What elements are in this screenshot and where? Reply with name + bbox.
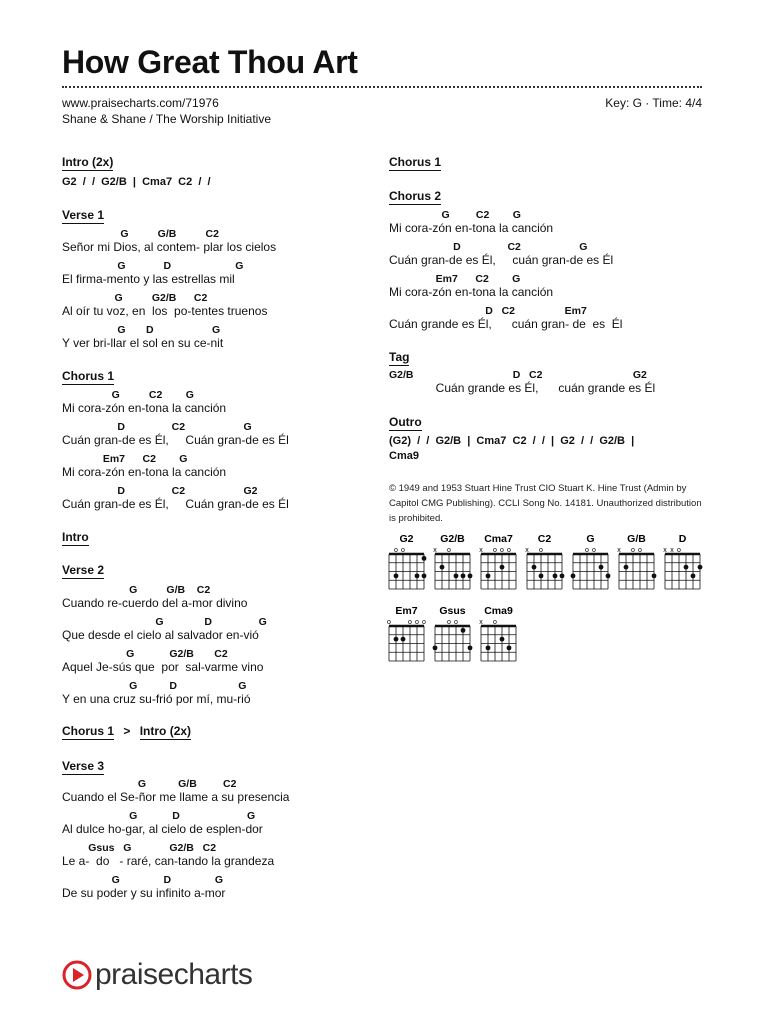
- section-tag-header: Tag: [389, 350, 410, 364]
- chord-diagram-g-b: [617, 534, 656, 589]
- lyric-line: De su poder y su infinito a-mor: [62, 886, 226, 900]
- chord-name: Em7: [395, 605, 418, 617]
- finger-dot: [500, 565, 505, 570]
- finger-dot: [507, 645, 512, 650]
- lyric-line: Mi cora-zón en-tona la canción: [389, 221, 554, 235]
- lyric-line: Cuán gran-de es Él, Cuán gran-de es Él: [62, 497, 289, 511]
- play-logo-icon: [62, 960, 92, 990]
- string-mark: o: [592, 547, 596, 554]
- finger-dot: [394, 573, 399, 578]
- chord-name: C2: [537, 534, 552, 545]
- string-mark: x: [670, 547, 674, 554]
- finger-dot: [606, 573, 611, 578]
- copyright-notice: © 1949 and 1953 Stuart Hine Trust CIO Stuart K. Hine Trust (Admin by Capitol CMG Publishing). CCLI Song No. 14181. Unauthorized distribution is prohibited.: [389, 483, 702, 524]
- string-mark: x: [433, 547, 437, 554]
- string-mark: o: [539, 547, 543, 554]
- chord-diagram-cma7: [479, 534, 516, 589]
- title-divider: [62, 86, 702, 88]
- lyric-line: Al oír tu voz, en los po-tentes truenos: [62, 304, 268, 318]
- finger-dot: [486, 573, 491, 578]
- lyric-line: El firma-mento y las estrellas mil: [62, 272, 235, 286]
- finger-dot: [684, 565, 689, 570]
- string-mark: o: [387, 619, 391, 626]
- finger-dot: [433, 645, 438, 650]
- string-mark: o: [415, 619, 419, 626]
- finger-dot: [422, 556, 427, 561]
- chord-line: G G2/B C2: [62, 292, 208, 304]
- chord-diagram-d: [663, 534, 702, 589]
- verse1-block: [62, 228, 276, 350]
- string-mark: o: [507, 547, 511, 554]
- chord-line: D C2 Em7: [389, 305, 587, 317]
- string-mark: o: [638, 547, 642, 554]
- section-chorus1-ref-header: Chorus 1: [389, 155, 442, 169]
- verse3-block: [62, 778, 289, 900]
- string-mark: x: [479, 547, 483, 554]
- string-mark: x: [479, 619, 483, 626]
- chord-line: G G2/B C2: [62, 648, 228, 660]
- finger-dot: [624, 565, 629, 570]
- finger-dot: [652, 573, 657, 578]
- lyric-line: Le a- do - raré, can-tando la grandeza: [62, 854, 275, 868]
- chord-line: G D G: [62, 810, 256, 822]
- string-mark: x: [525, 547, 529, 554]
- lyric-line: Y ver bri-llar el sol en su ce-nit: [62, 336, 224, 350]
- string-mark: o: [408, 619, 412, 626]
- outro-chords-cont: Cma9: [389, 450, 419, 462]
- chord-line: G G/B C2: [62, 228, 219, 240]
- chord-diagram-em7: [387, 605, 426, 661]
- chord-diagram-gsus: [433, 605, 473, 661]
- string-mark: o: [500, 547, 504, 554]
- chord-line: G D G: [62, 616, 267, 628]
- finger-dot: [415, 573, 420, 578]
- chord-line: D C2 G2: [62, 485, 258, 497]
- finger-dot: [440, 565, 445, 570]
- lyric-line: Mi cora-zón en-tona la canción: [389, 285, 554, 299]
- finger-dot: [571, 573, 576, 578]
- lyric-line: Mi cora-zón en-tona la canción: [62, 401, 227, 415]
- lyric-line: Cuando re-cuerdo del a-mor divino: [62, 596, 248, 610]
- chord-diagram-g2: [389, 534, 426, 589]
- section-outro-header: Outro: [389, 415, 422, 429]
- section-verse3-header: Verse 3: [62, 759, 105, 773]
- lyric-line: Cuán gran-de es Él, Cuán gran-de es Él: [62, 433, 289, 447]
- string-mark: o: [447, 619, 451, 626]
- finger-dot: [422, 573, 427, 578]
- chord-name: Gsus: [439, 605, 466, 617]
- chorus1-block: [62, 389, 289, 511]
- chord-diagram-cma9: [479, 605, 516, 661]
- string-mark: o: [493, 547, 497, 554]
- string-mark: x: [663, 547, 667, 554]
- lyric-line: Y en una cruz su-frió por mí, mu-rió: [62, 692, 251, 706]
- finger-dot: [486, 645, 491, 650]
- string-mark: o: [493, 619, 497, 626]
- finger-dot: [401, 637, 406, 642]
- chord-line: G G/B C2: [62, 778, 237, 790]
- intro-chords: G2 / / G2/B | Cma7 C2 / /: [62, 176, 211, 188]
- section-chorus2-header: Chorus 2: [389, 189, 442, 203]
- song-title: How Great Thou Art: [62, 44, 358, 80]
- logo-wordmark: praisecharts: [95, 958, 253, 991]
- outro-chords: (G2) / / G2/B | Cma7 C2 / / | G2 / / G2/B |: [389, 435, 635, 447]
- lyric-line: Señor mi Dios, al contem- plar los cielos: [62, 240, 277, 254]
- chord-line: G D G: [62, 874, 224, 886]
- string-mark: o: [401, 547, 405, 554]
- chord-line: G G/B C2: [62, 584, 211, 596]
- chord-diagram-g2-b: [433, 534, 472, 589]
- praisecharts-logo[interactable]: [62, 958, 252, 992]
- chord-name: G: [586, 534, 595, 545]
- lyric-line: Aquel Je-sús que por sal-varme vino: [62, 660, 264, 674]
- lyric-line: Al dulce ho-gar, al cielo de esplen-dor: [62, 822, 263, 836]
- section-verse1-header: Verse 1: [62, 208, 105, 222]
- chord-line: Gsus G G2/B C2: [62, 842, 217, 854]
- section-verse2-header: Verse 2: [62, 563, 105, 577]
- string-mark: o: [585, 547, 589, 554]
- song-url[interactable]: www.praisecharts.com/71976: [62, 96, 219, 110]
- lyric-line: Cuán grande es Él, cuán grande es Él: [389, 381, 656, 395]
- chord-line: D C2 G: [389, 241, 588, 253]
- tag-block: [389, 369, 655, 395]
- finger-dot: [539, 573, 544, 578]
- string-mark: o: [394, 547, 398, 554]
- chorus2-block: [389, 209, 622, 331]
- chord-line: G D G: [62, 680, 247, 692]
- chord-line: G C2 G: [389, 209, 521, 221]
- finger-dot: [394, 637, 399, 642]
- finger-dot: [599, 565, 604, 570]
- section-intro2-header: Intro: [62, 530, 89, 544]
- chord-name: G/B: [627, 534, 646, 545]
- chord-line: G D G: [62, 260, 244, 272]
- finger-dot: [553, 573, 558, 578]
- finger-dot: [468, 573, 473, 578]
- lyric-line: Cuando el Se-ñor me llame a su presencia: [62, 790, 290, 804]
- chord-name: Cma7: [484, 534, 513, 545]
- chord-diagram-grid: [385, 534, 715, 666]
- chord-diagrams: [385, 534, 715, 666]
- lyric-line: Cuán gran-de es Él, cuán gran-de es Él: [389, 253, 614, 267]
- chord-line: D C2 G: [62, 421, 252, 433]
- lyric-line: Cuán grande es Él, cuán gran- de es Él: [389, 317, 623, 331]
- finger-dot: [454, 573, 459, 578]
- lyric-line: Mi cora-zón en-tona la canción: [62, 465, 227, 479]
- chord-name: G2/B: [440, 534, 465, 545]
- chord-name: G2: [399, 534, 414, 545]
- chord-line: G2/B D C2 G2: [389, 369, 647, 381]
- finger-dot: [461, 573, 466, 578]
- string-mark: x: [617, 547, 621, 554]
- section-chorus-intro-header: Chorus 1 > Intro (2x): [62, 724, 192, 738]
- finger-dot: [461, 628, 466, 633]
- finger-dot: [691, 573, 696, 578]
- section-intro-header: Intro (2x): [62, 155, 114, 169]
- verse2-block: [62, 584, 267, 706]
- chord-name: D: [678, 534, 687, 545]
- finger-dot: [468, 645, 473, 650]
- chord-name: Cma9: [484, 605, 513, 617]
- finger-dot: [500, 637, 505, 642]
- string-mark: o: [631, 547, 635, 554]
- chord-line: Em7 C2 G: [389, 273, 521, 285]
- chord-diagram-c2: [525, 534, 564, 589]
- section-chorus1-header: Chorus 1: [62, 369, 115, 383]
- finger-dot: [560, 573, 565, 578]
- string-mark: o: [422, 619, 426, 626]
- finger-dot: [698, 565, 703, 570]
- string-mark: o: [454, 619, 458, 626]
- string-mark: o: [677, 547, 681, 554]
- string-mark: o: [447, 547, 451, 554]
- chord-diagram-g: [571, 534, 611, 589]
- finger-dot: [532, 565, 537, 570]
- key-time: Key: G · Time: 4/4: [605, 96, 702, 110]
- chord-line: G C2 G: [62, 389, 194, 401]
- chord-line: G D G: [62, 324, 221, 336]
- song-artist: Shane & Shane / The Worship Initiative: [62, 112, 272, 126]
- lyric-line: Que desde el cielo al salvador en-vió: [62, 628, 259, 642]
- chord-line: Em7 C2 G: [62, 453, 188, 465]
